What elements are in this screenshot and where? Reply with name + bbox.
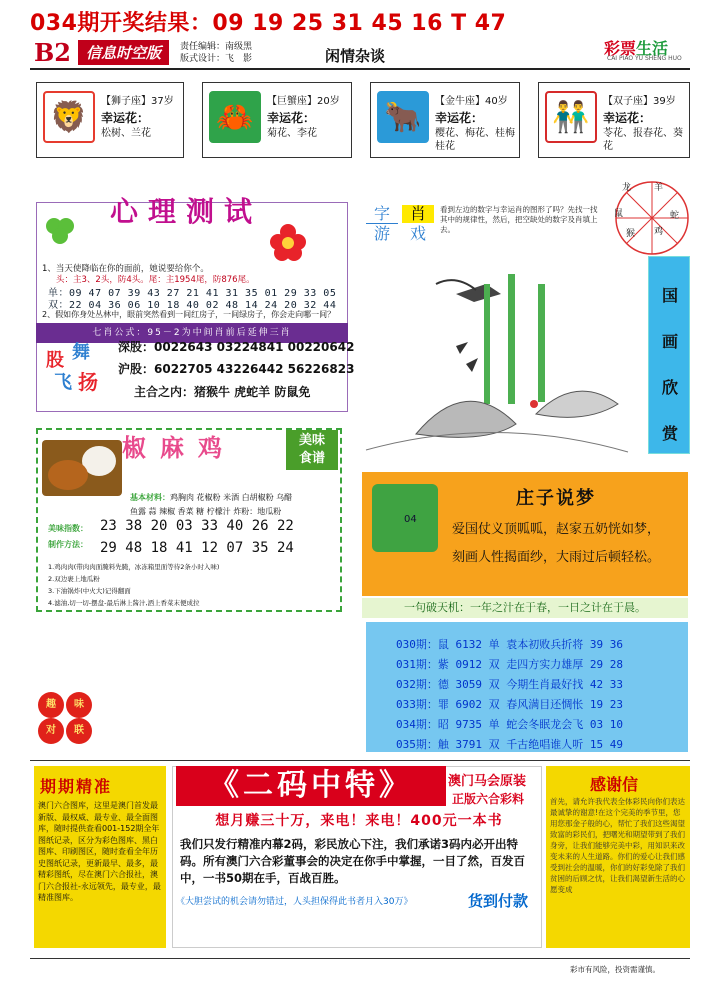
- ad-body: 我们只发行精准内幕2码，彩民放心下注，我们承诺3码内必开出特码。所有澳门六合彩董事会的决定在你手中掌握，一目了然，百发百中，一书50期在手，百战百胜。: [180, 837, 525, 885]
- accuracy-text: 澳门六合图库，这里是澳门首发最新版、最权威、最专业、最全面图库，随时提供查看001-152期全年图纸记录，区分为彩色图库、黑白图库、印刷图区，随时查看全年历史图纸记录，更新最早、最多，最精彩图纸，尽在澳门六合报社，澳门六合报社-永远领先，最专业，最精准图库。: [38, 801, 161, 902]
- crab-icon: 🦀: [209, 91, 261, 143]
- guohua-side-banner: [648, 256, 690, 454]
- recipe-badge: [286, 430, 338, 470]
- ad-side-line: 澳门马会原装: [448, 774, 527, 789]
- zodiac-flower-label: 幸运花：: [603, 111, 652, 125]
- thanks-title: 感谢信: [590, 775, 639, 794]
- banner-char: 国: [661, 286, 678, 305]
- wheel-label: 猴: [626, 229, 636, 239]
- zodiac-card-cancer: [202, 82, 352, 158]
- recipe-title: 椒麻鸡: [122, 434, 236, 462]
- banner-char: 赏: [661, 424, 678, 443]
- ingredients-text: 鸡胸肉 花椒粉 米酒 白胡椒粉 乌醋: [170, 493, 293, 502]
- score-label: 美味指数：: [48, 524, 88, 533]
- word-cell: 肖: [402, 205, 434, 223]
- banner-char: 画: [661, 332, 678, 351]
- shenzhen-stock: [118, 338, 354, 355]
- zodiac-flower-label: 幸运花：: [267, 111, 316, 125]
- clover-icon: [40, 212, 80, 252]
- history-row: 034期：昭 9735 单 蛇会冬眠龙会飞 03 10: [396, 718, 623, 731]
- bottom-divider: [30, 760, 690, 761]
- cash-on-delivery: 货到付款: [468, 892, 529, 910]
- word-cell: 游: [373, 224, 390, 243]
- badge-line: 食谱: [298, 451, 325, 466]
- wheel-label: 鼠: [614, 209, 624, 219]
- zodiac-card-taurus: [370, 82, 520, 158]
- zodiac-flowers: 菊花、李花: [267, 128, 317, 139]
- ad-tagline: 想月赚三十万，来电！来电！400元一本书: [215, 813, 503, 829]
- layout-label: 版式设计：飞 影: [180, 54, 253, 64]
- ingredients-label: 基本材料：: [130, 493, 170, 502]
- zodiac-card-gemini: [538, 82, 690, 158]
- wheel-label: 龙: [622, 183, 632, 193]
- ingredients-line-2: 鱼露 蒜 辣椒 香菜 糖 柠檬汁 炸粉：地瓜粉: [130, 507, 282, 516]
- brand-banner: 信息时空版: [78, 40, 169, 65]
- hint-banner: 一句破天机：一年之汁在于春，一日之计在于晨。: [362, 598, 688, 618]
- question-1: 1、当天使降临在你的面前，她说要给你个。: [42, 264, 209, 274]
- zodiac-name: 【金牛座】40岁: [435, 96, 508, 107]
- lion-icon: 🦁: [43, 91, 95, 143]
- sz-label: 深股：: [118, 340, 155, 354]
- zhuangzi-title: 庄子说梦: [516, 488, 596, 509]
- leaf-number: 04: [404, 514, 417, 525]
- shanghai-stock: [118, 360, 354, 377]
- history-row: 032期：德 3059 双 今期生肖最好找 42 33: [396, 678, 623, 691]
- zodiac-card-leo: [36, 82, 184, 158]
- section-title: 闲情杂谈: [325, 47, 386, 65]
- accuracy-title: 期期精准: [40, 777, 113, 796]
- twins-icon: 👬: [545, 91, 597, 143]
- wheel-label: 鸡: [654, 227, 664, 237]
- risk-disclaimer: 彩市有风险，投资需谨慎。: [570, 965, 660, 974]
- sh-label: 沪股：: [118, 362, 155, 376]
- question-2: 2、假如你身处丛林中，眼前突然看到一间红房子，一间绿房子，你会走向哪一间？: [42, 310, 336, 319]
- number-row-even: 双：22 04 36 06 10 18 40 02 48 14 24 20 32 44: [48, 300, 337, 311]
- two-code-title: 《二码中特》: [176, 766, 446, 806]
- logo-text-a: 彩票: [604, 39, 637, 58]
- head-tail-line: 头：主3、2头，防4头。尾：主1954尾，防876尾。: [56, 275, 255, 285]
- header-divider: [30, 68, 690, 70]
- poem-line: 爱国仗义顶呱呱，赵家五奶恍如梦，: [452, 522, 661, 537]
- logo-subtitle: CAI PIAO YU SHENG HUO: [607, 55, 682, 62]
- zodiac-flower-label: 幸运花：: [101, 111, 150, 125]
- zodiac-flowers: 樱花、梅花、桂梅桂花: [435, 128, 515, 152]
- method-label: 制作方法：: [48, 540, 88, 549]
- number-row-odd: 单：09 47 07 39 43 27 21 41 31 35 01 29 33 05: [48, 288, 337, 299]
- thanks-text: 首先，请允许我代表全体彩民向你们表达最诚挚的谢意!在这个完美的季节里，您用您那金子般的心，帮忙了我们这些渴望致富的彩民们，把曙光和期望带到了我们身旁，让我们能够完美中彩，用知识来改变未来的人生道路。你们的爱心让我们感受到社会的温暖，你们的好彩免除了我们贫困的后顾之忧，让我们渴望新生活的心愿变成: [550, 797, 685, 894]
- ad-footnote: 《大胆尝试的机会请勿错过，人头担保得此书者月入30万》: [176, 897, 413, 907]
- lantern-icon: 联: [66, 718, 92, 744]
- lantern-icon: 味: [66, 692, 92, 718]
- psych-test-title: 心理测试: [110, 195, 263, 228]
- recipe-step: 4.滤油,切一切-摆盘-最后淋上酱汁,洒上香菜末便成拉: [48, 599, 200, 607]
- zodiac-flower-label: 幸运花：: [435, 111, 484, 125]
- sh-numbers: 6022705 43226442 56226823: [154, 362, 355, 376]
- ink-painting: [356, 254, 638, 462]
- page-code: B2: [34, 38, 71, 67]
- recipe-step: 3.下油锅炸(中火大)记得翻面: [48, 587, 131, 595]
- zodiac-name: 【双子座】39岁: [603, 96, 676, 107]
- dish-photo: [42, 440, 122, 496]
- draw-result-headline: 034期开奖结果：09 19 25 31 45 16 T 47: [30, 11, 507, 36]
- logo-text-b: 生活: [636, 39, 669, 58]
- sz-numbers: 0022643 03224841 00220642: [154, 340, 355, 354]
- wheel-label: 蛇: [670, 211, 680, 221]
- badge-line: 美味: [298, 433, 325, 448]
- lotus-leaf-image: [372, 484, 438, 552]
- history-row: 035期：触 3791 双 千古绝唱谁人听 15 49: [396, 738, 623, 751]
- zodiac-name: 【巨蟹座】20岁: [267, 96, 340, 107]
- bull-icon: 🐂: [377, 91, 429, 143]
- flower-icon: [268, 222, 308, 262]
- lantern-icon: 趣: [38, 692, 64, 718]
- word-cell: 字: [366, 205, 398, 224]
- main-combo: 主合之内：猪猴牛 虎蛇羊 防鼠免: [134, 385, 311, 399]
- history-row: 033期：罪 6902 双 春风满目还惆怅 19 23: [396, 698, 623, 711]
- poem-line: 刻画人性揭面纱，大雨过后顿轻松。: [452, 550, 661, 565]
- recipe-step: 2.双边裹上地瓜粉: [48, 575, 100, 583]
- wheel-label: 羊: [654, 183, 664, 193]
- recipe-step: 1.鸡肉肉(带肉肉面腌料先腌，冰冻箱里面等待2条小时入味): [48, 563, 220, 571]
- ad-side-line: 正版六合彩料: [452, 792, 525, 806]
- puzzle-instructions: 看到左边的数字与幸运肖的图形了吗？先找一找其中的规律性，然后，把空缺处的数字及肖填上去。: [440, 205, 598, 234]
- editor-credits: [180, 41, 252, 65]
- history-row: 030期：鼠 6132 单 袁本初败兵折将 39 36: [396, 638, 623, 651]
- formula-bar: 七肖公式：95－2为中间肖前后延伸三肖: [36, 323, 348, 343]
- word-game: [366, 205, 436, 243]
- banner-char: 欣: [661, 378, 678, 397]
- history-row: 031期：紫 0912 双 走四方实力雄厚 29 28: [396, 658, 623, 671]
- recipe-number-row: 23 38 20 03 33 40 26 22: [100, 518, 294, 534]
- footer-divider: [30, 958, 690, 959]
- lantern-icon: 对: [38, 718, 64, 744]
- gu-wu-fei-yang-logo: 股 舞 飞 扬: [46, 342, 98, 394]
- editor-label: 责任编辑：南级黑: [180, 42, 253, 52]
- ingredients-line-1: [130, 492, 292, 503]
- recipe-number-row: 29 48 18 41 12 07 35 24: [100, 540, 294, 556]
- zodiac-flowers: 松树、兰花: [101, 128, 151, 139]
- zodiac-flowers: 苓花、报春花、葵花: [603, 128, 683, 152]
- word-cell: 戏: [409, 224, 426, 243]
- zodiac-name: 【狮子座】37岁: [101, 96, 174, 107]
